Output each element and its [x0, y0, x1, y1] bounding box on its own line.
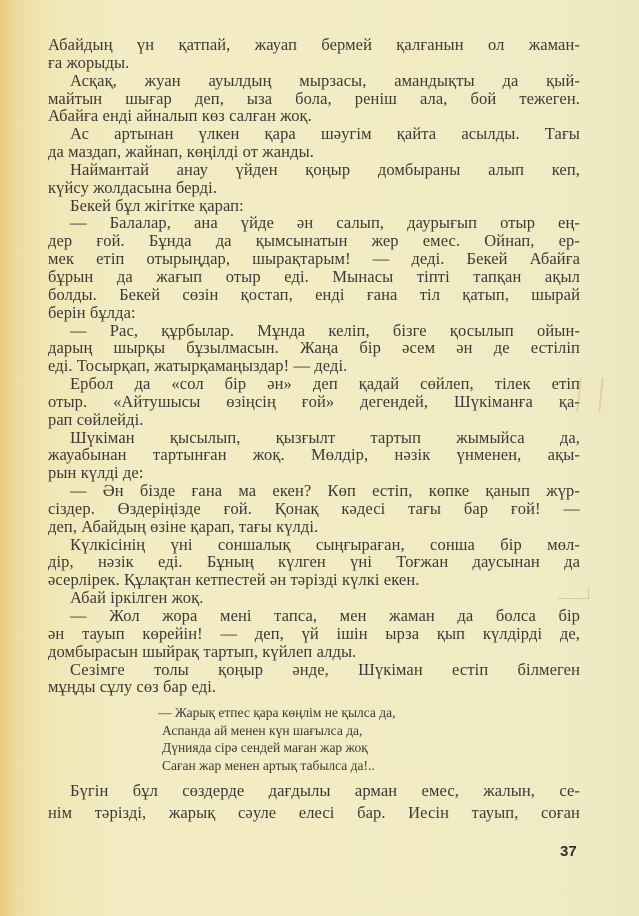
text-line: Бүгін бұл сөздерде дағдылы арман емес, жалын, се- [70, 781, 580, 801]
text-line: Бекей бұл жігітке қарап: [70, 195, 244, 215]
text-line: Абай іркілген жоқ. [70, 588, 204, 608]
text-line: Күлкісінің үні соншалық сыңғыраған, сонша бір мөл- [70, 534, 580, 554]
text-line: рын күлді де: [48, 463, 144, 483]
text-line: отыр. «Айтушысы өзіңсің ғой» дегендей, Шүкіманға қа- [48, 391, 580, 411]
text-line: нім тәрізді, жарық сәуле елесі бар. Иесін тауып, соған [48, 803, 580, 823]
text-line: Наймантай анау үйден қоңыр домбыраны алып кеп, [70, 159, 580, 179]
text-line: күйсу жолдасына берді. [48, 177, 218, 197]
prose-continuation [48, 780, 580, 824]
poem-line: — Жарық етпес қара көңлім не қылса да, [158, 705, 396, 721]
book-page [48, 36, 580, 824]
text-line: Абайға енді айналып көз салған жоқ. [48, 106, 312, 126]
text-line: Ас артынан үлкен қара шәугім қайта асылды. Тағы [70, 124, 580, 144]
text-line: майтын шығар деп, ыза бола, реніш ала, бой тежеген. [48, 88, 580, 108]
text-line: мек етіп отырыңдар, шырақтарым! — деді. Бекей Абайға [48, 249, 580, 269]
text-line: Абайдың үн қатпай, жауап бермей қалғанын ол жаман- [48, 35, 580, 54]
text-line: әсерлірек. Құлақтан кетпестей ән тәрізді күлкі екен. [48, 570, 420, 590]
text-line: — Жол жора мені тапса, мен жаман да болса бір [70, 606, 580, 625]
pencil-mark [558, 588, 589, 599]
text-line: дір, нәзік еді. Бұның күлген үні Тоғжан даусынан да [48, 552, 580, 572]
text-line: сіздер. Өздеріңізде ғой. Қонақ кәдесі тағы бар ғой! — [48, 498, 580, 518]
pencil-mark [576, 378, 604, 412]
text-line: да маздап, жайнап, көңілді от жанды. [48, 142, 315, 162]
text-line: деп, Абайдың өзіне қарап, тағы күлді. [48, 516, 319, 536]
text-line: Асқақ, жуан ауылдың мырзасы, амандықты да қый- [70, 70, 580, 90]
text-line: еді. Тосырқап, жатырқамаңыздар! — деді. [48, 356, 348, 376]
prose-body [48, 36, 580, 696]
text-line: домбырасын шыйрақ тартып, күйлеп алды. [48, 641, 357, 661]
text-line: берін бұлда: [48, 302, 136, 322]
text-line: — Ән бізде ғана ма екен? Көп естіп, көпке қанып жүр- [70, 481, 580, 501]
text-line: — Рас, құрбылар. Мұнда келіп, бізге қосылып ойын- [70, 320, 580, 340]
text-line: Ербол да «сол бір ән» деп қадай сөйлеп, тілек етіп [70, 374, 580, 394]
text-line: Шүкіман қысылып, қызғылт тартып жымыйса да, [70, 427, 580, 447]
text-line: болды. Бекей сөзін қостап, енді ғана тіл қатып, шырай [48, 284, 580, 304]
text-line: дарың шырқы бұзылмасын. Жаңа бір әсем ән де естіліп [48, 338, 580, 358]
poem-verse [48, 704, 580, 774]
poem-line: Саған жар менен артық табылса да!.. [162, 757, 375, 773]
poem-line: Дүнияда сірә сендей маған жар жоқ [162, 740, 368, 756]
text-line: дер ғой. Бұнда да қымсынатын жер емес. Ойнап, ер- [48, 231, 580, 251]
text-line: Сезімге толы қоңыр әнде, Шүкіман естіп білмеген [70, 659, 580, 679]
text-line: мұңды сұлу сөз бар еді. [48, 677, 217, 697]
text-line: ән тауып көрейін! — деп, үй ішін ырза қып күлдірді де, [48, 623, 580, 643]
poem-line: Аспанда ай менен күн шағылса да, [162, 722, 363, 738]
text-line: ға жорыды. [48, 52, 130, 72]
text-line: — Балалар, ана үйде ән салып, даурығып отыр ең- [70, 213, 580, 233]
text-line: бұрын да жағып отыр еді. Мынасы тіпті тапқан ақыл [48, 266, 580, 286]
text-line: жауабынан тартынған жоқ. Мөлдір, нәзік үнменен, ақы- [48, 445, 580, 465]
page-number: 37 [560, 843, 577, 860]
text-line: рап сөйлейді. [48, 409, 144, 429]
